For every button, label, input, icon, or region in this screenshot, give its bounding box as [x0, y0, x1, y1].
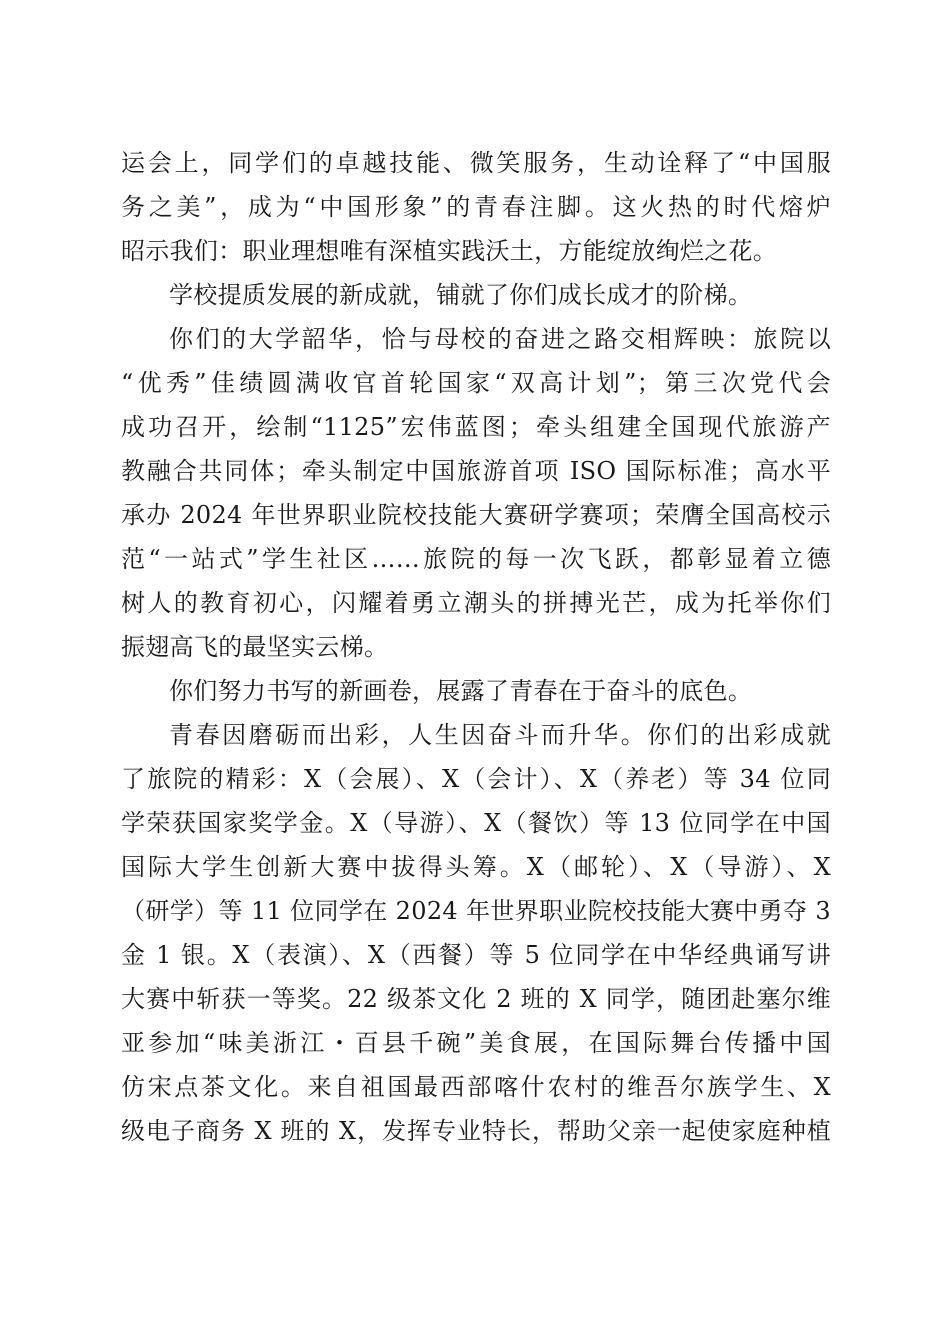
- text-line: 了旅院的精彩：X（会展）、X（会计）、X（养老）等 34 位同: [121, 765, 831, 793]
- text-line: 昭示我们：职业理想唯有深植实践沃土，方能绽放绚烂之花。: [121, 237, 778, 265]
- text-line: 金 1 银。X（表演）、X（西餐）等 5 位同学在中华经典诵写讲: [121, 941, 831, 969]
- text-line: 务之美”，成为“中国形象”的青春注脚。这火热的时代熔炉: [121, 193, 831, 221]
- text-line: 运会上，同学们的卓越技能、微笑服务，生动诠释了“中国服: [121, 149, 831, 177]
- text-line: 你们的大学韶华，恰与母校的奋进之路交相辉映：旅院以: [169, 325, 831, 353]
- text-line: 青春因磨砺而出彩，人生因奋斗而升华。你们的出彩成就: [169, 721, 831, 749]
- text-line: 振翅高飞的最坚实云梯。: [121, 633, 389, 661]
- text-line: （研学）等 11 位同学在 2024 年世界职业院校技能大赛中勇夺 3: [121, 897, 831, 925]
- section-heading-line: 你们努力书写的新画卷，展露了青春在于奋斗的底色。: [169, 677, 753, 705]
- text-line: 级电子商务 X 班的 X，发挥专业特长，帮助父亲一起使家庭种植: [121, 1117, 831, 1145]
- text-line: 国际大学生创新大赛中拔得头筹。X（邮轮）、X（导游）、X: [121, 853, 831, 881]
- text-line: 承办 2024 年世界职业院校技能大赛研学赛项；荣膺全国高校示: [121, 501, 831, 529]
- text-line: 仿宋点茶文化。来自祖国最西部喀什农村的维吾尔族学生、X: [121, 1073, 831, 1101]
- section-heading-line: 学校提质发展的新成就，铺就了你们成长成才的阶梯。: [169, 281, 753, 309]
- text-line: 大赛中斩获一等奖。22 级茶文化 2 班的 X 同学，随团赴塞尔维: [121, 985, 831, 1013]
- text-line: 树人的教育初心，闪耀着勇立潮头的拼搏光芒，成为托举你们: [121, 589, 831, 617]
- text-line: 成功召开，绘制“1125”宏伟蓝图；牵头组建全国现代旅游产: [121, 413, 831, 441]
- text-line: 范“一站式”学生社区……旅院的每一次飞跃，都彰显着立德: [121, 545, 831, 573]
- text-line: 教融合共同体；牵头制定中国旅游首项 ISO 国际标准；高水平: [121, 457, 831, 485]
- text-line: 学荣获国家奖学金。X（导游）、X（餐饮）等 13 位同学在中国: [121, 809, 831, 837]
- text-line: “优秀”佳绩圆满收官首轮国家“双高计划”；第三次党代会: [121, 369, 831, 397]
- text-line: 亚参加“味美浙江・百县千碗”美食展，在国际舞台传播中国: [121, 1029, 831, 1057]
